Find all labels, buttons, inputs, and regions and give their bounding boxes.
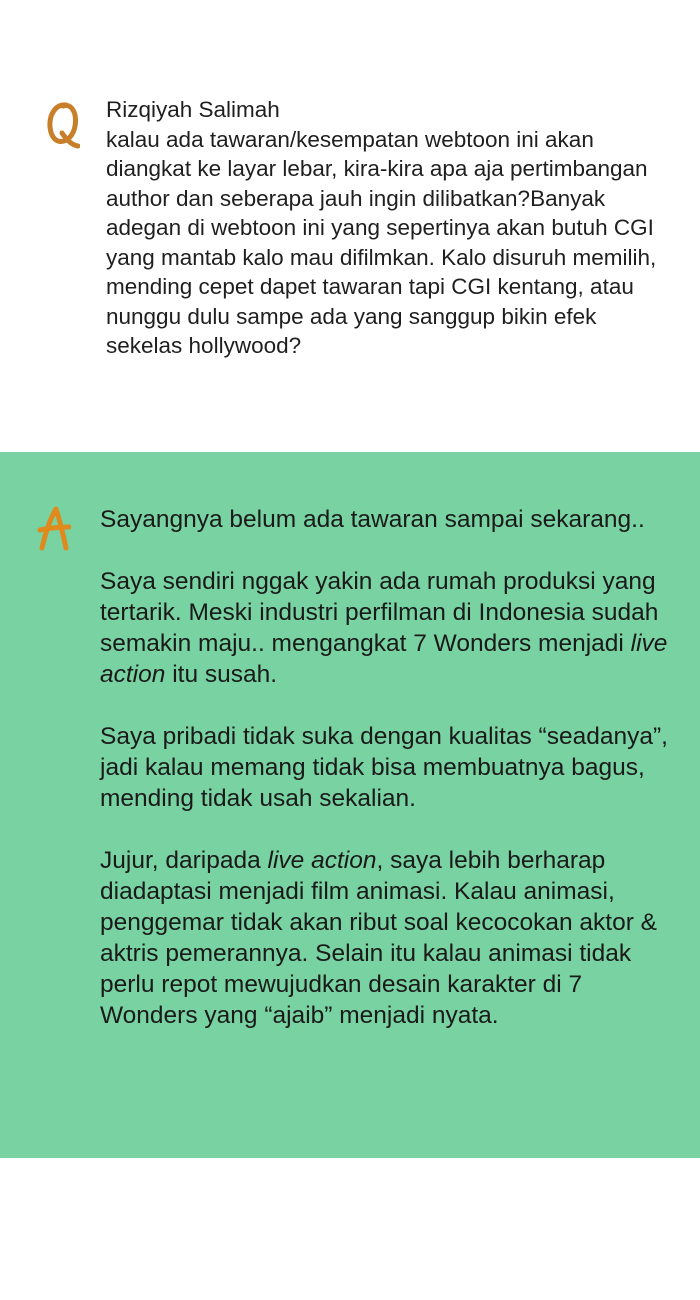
a-letter-icon — [37, 505, 71, 551]
question-section — [0, 0, 700, 452]
asker-name: Rizqiyah Salimah — [106, 97, 280, 122]
answer-paragraph-4 — [100, 845, 680, 1031]
answer-p4-before: Jujur, daripada — [100, 847, 268, 874]
bottom-blank-area — [0, 1158, 700, 1300]
answer-paragraph-2 — [100, 566, 680, 690]
answer-paragraph-1: Sayangnya belum ada tawaran sampai sekarang.. — [100, 506, 645, 533]
answer-p2-italic: live action — [100, 630, 668, 688]
answer-paragraph-3: Saya pribadi tidak suka dengan kualitas “seadanya”, jadi kalau memang tidak bisa membuatnya bagus, mending tidak usah sekalian. — [100, 723, 668, 812]
question-text: kalau ada tawaran/kesempatan webtoon ini akan diangkat ke layar lebar, kira-kira apa aja pertimbangan author dan seberapa jauh ingin dilibatkan?Banyak adegan di webtoon ini yang sepertinya akan butuh CGI yang mantab kalo mau difilmkan. Kalo disuruh memilih, mending cepet dapet tawaran tapi CGI kentang, atau nunggu dulu sampe ada yang sanggup bikin efek sekelas hollywood? — [106, 126, 657, 358]
answer-section — [0, 452, 700, 1158]
question-body — [106, 95, 676, 361]
answer-body — [100, 504, 680, 1031]
answer-p4-italic: live action — [267, 847, 377, 874]
answer-p2-before: Saya sendiri nggak yakin ada rumah produksi yang tertarik. Meski industri perfilman di Indonesia sudah semakin maju.. mengangkat 7 Wonders menjadi — [100, 568, 659, 657]
answer-p4-after: , saya lebih berharap diadaptasi menjadi film animasi. Kalau animasi, penggemar tidak akan ribut soal kecocokan aktor & aktris pemerannya. Selain itu kalau animasi tidak perlu repot mewujudkan desain karakter di 7 Wonders yang “ajaib” menjadi nyata. — [100, 847, 658, 1029]
answer-p2-after: itu susah. — [165, 661, 278, 688]
q-letter-icon — [46, 100, 80, 150]
